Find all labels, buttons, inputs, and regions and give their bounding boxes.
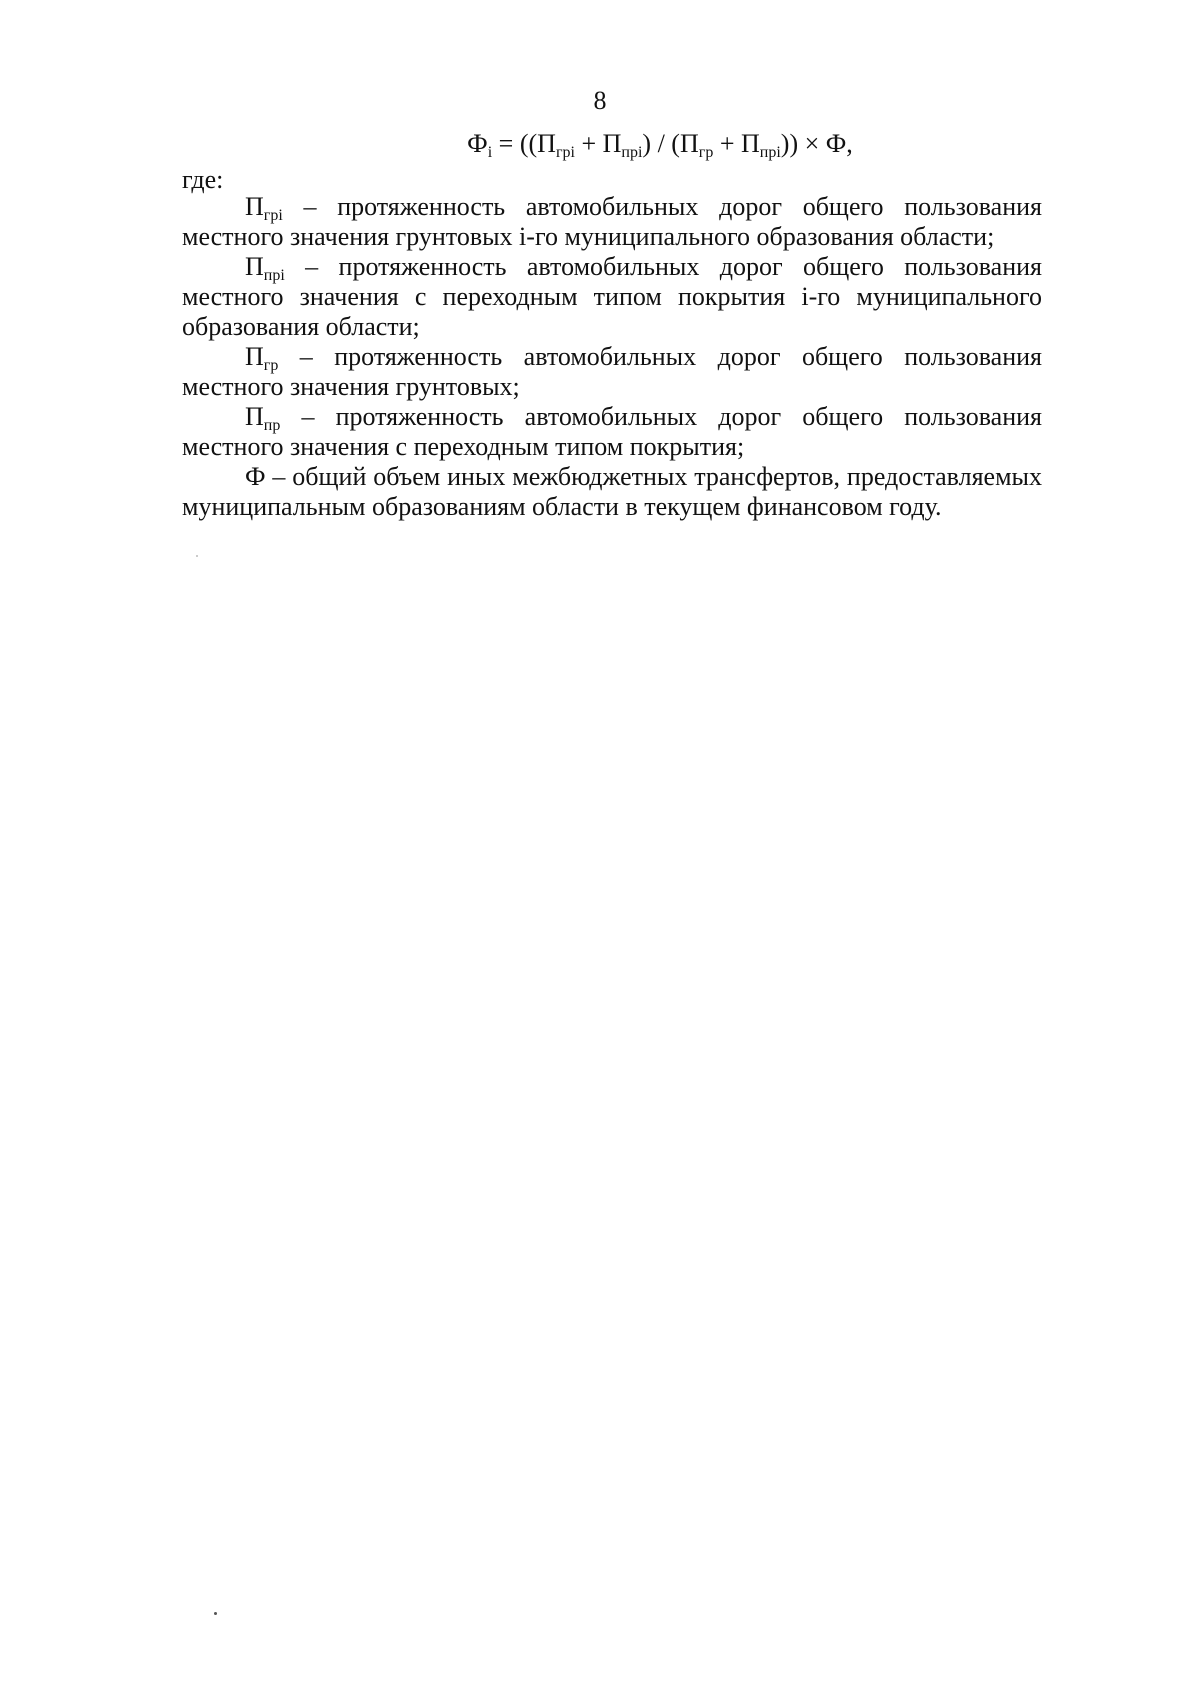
formula-tail: )) × Ф, — [780, 129, 853, 158]
formula-plus-2: + П — [713, 129, 760, 158]
formula-sub-2: прi — [621, 144, 643, 161]
definition-symbol — [245, 462, 266, 491]
formula — [0, 128, 1200, 160]
scan-speck — [196, 555, 198, 557]
definition-item — [182, 402, 1042, 462]
definition-text: – протяженность автомобильных дорог общего пользования местного значения с переходным типом покрытия; — [182, 402, 1042, 461]
scan-speck — [214, 1612, 217, 1615]
where-label: где: — [182, 165, 224, 194]
definitions-list — [182, 192, 1042, 522]
formula-sub-4: прi — [759, 144, 781, 161]
formula-eq: = ((П — [492, 129, 556, 158]
formula-lhs-sub: i — [487, 144, 493, 161]
formula-mid: ) / (П — [642, 129, 699, 158]
formula-plus-1: + П — [574, 129, 622, 158]
formula-sub-1: грi — [555, 144, 575, 161]
definition-item — [182, 342, 1042, 402]
symbol-subscript: гр — [263, 357, 279, 374]
page-number: 8 — [593, 86, 607, 115]
definition-item — [182, 252, 1042, 342]
symbol-subscript: грi — [263, 207, 283, 224]
definition-text: – протяженность автомобильных дорог общего пользования местного значения грунтовых i-го муниципального образования области; — [182, 192, 1042, 251]
definition-item — [182, 192, 1042, 252]
definition-symbol — [245, 192, 283, 224]
symbol-letter: П — [245, 192, 264, 221]
definition-symbol — [245, 342, 279, 374]
definition-item — [182, 462, 1042, 522]
definition-symbol — [245, 252, 285, 284]
symbol-letter: Ф — [245, 462, 266, 491]
symbol-letter: П — [245, 342, 264, 371]
definition-text: – общий объем иных межбюджетных трансфертов, предоставляемых муниципальным образованиям области в текущем финансовом году. — [182, 462, 1042, 521]
formula-lhs: Ф — [467, 129, 488, 158]
definition-symbol — [245, 402, 281, 434]
formula-sub-3: гр — [698, 144, 714, 161]
definition-text: – протяженность автомобильных дорог общего пользования местного значения грунтовых; — [182, 342, 1042, 401]
definition-text: – протяженность автомобильных дорог общего пользования местного значения с переходным типом покрытия i-го муниципального образования области; — [182, 252, 1042, 341]
symbol-subscript: прi — [263, 267, 285, 284]
symbol-letter: П — [245, 402, 264, 431]
symbol-letter: П — [245, 252, 264, 281]
symbol-subscript: пр — [263, 417, 281, 434]
